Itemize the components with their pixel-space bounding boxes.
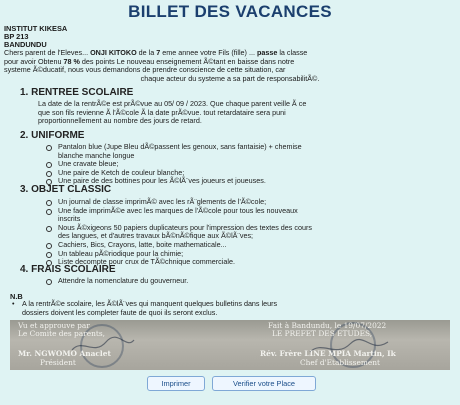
intro-text: systeme Ã©ducatif, nous vous demandons de prendre conscience de cette situation, car [4,65,286,75]
fees-list [46,277,446,286]
institute-name: INSTITUT KIKESA [4,24,68,33]
intro-text: chaque acteur du systeme a sa part de responsabilitÃ©. [140,73,320,83]
list-text: Nous Ã©xigeons 50 papiers duplicateurs pour l'impression des textes des cours [58,222,312,232]
list-item: Une cravate bleue; [46,160,446,169]
section-heading-frais: 4. FRAIS SCOLAIRE [20,264,116,275]
nb-label: N.B [10,292,23,301]
left-signatory-name: Mr. NGWOMO Anaclet [18,349,111,358]
print-button[interactable]: Imprimer [147,376,205,391]
intro-text: Chers parent de l'Eleves... [4,48,91,57]
list-text: Une fade imprimÃ©e avec les marques de l'Ã©cole pour tous les nouveaux [58,205,298,215]
list-item [46,143,446,160]
list-item: Un journal de classe imprimÃ© avec les rÃ¨glements de l'Ã©cole; [46,198,446,207]
nb-line: dossiers doivent les completer faute de quoi ils seront exclus. [22,307,218,317]
intro-text: pour avoir Obtenu [4,56,64,66]
section-heading-objet: 3. OBJET CLASSIC [20,184,112,195]
right-sign-line: LE PREFET DES ETUDES, [272,329,373,338]
list-text: blanche manche longue [58,150,135,160]
paragraph-line: proportionnellement au nombre des jours de retard. [38,116,202,126]
left-signatory-title: Président [40,358,76,367]
rentree-paragraph [38,100,444,126]
right-signatory-title: Chef d'Etablissement [300,358,380,367]
student-grade: 7 [156,48,161,57]
list-item: Un tableau pÃ©riodique pour la chimie; [46,250,446,259]
section-heading-rentree: 1. RENTREE SCOLAIRE [20,87,134,98]
pass-status: passe [256,48,278,57]
institute-city: BANDUNDU [4,40,47,49]
student-name: ONJI KITOKO [90,48,137,57]
intro-text: la classe [277,48,308,57]
list-text: Pantalon blue (Jupe Bleu dÃ©passent les genoux, sans fantaisie) + chemise [58,142,302,151]
list-item: Attendre la nomenclature du gouverneur. [46,277,446,286]
list-item [46,207,446,224]
score-percent: 78 % [63,56,80,66]
uniform-list [46,143,446,186]
left-sign-line: Le Comite des parents, [18,329,105,338]
verify-place-button[interactable]: Verifier votre Place [212,376,316,391]
intro-text: des points Le nouveau enseignement Ã©tant en baisse dans notre [79,56,295,66]
list-item: Une paire de des bottines pour les Ã©lÃ¨ves joueurs et joueuses. [46,177,446,186]
list-item [46,224,446,241]
list-item: Cachiers, Bics, Crayons, latte, boite mathematicale... [46,241,446,250]
signature-block-image [10,320,450,370]
nb-text [12,300,452,317]
paragraph-line: La date de la rentrÃ©e est prÃ©vue au 05/ 09 / 2023. Que chaque parent veille Ã ce [38,99,307,108]
institute-bp: BP 213 [4,32,29,41]
page-title: BILLET DES VACANCES [128,2,332,21]
list-item: Une paire de Ketch de couleur blanche; [46,169,446,178]
list-text: des langues, et d'autres travaux bÃ©nÃ©fique aux Ã©lÃ¨ves; [58,231,254,241]
right-sign-line: Fait à Bandundu, le 19/07/2022 [268,321,387,330]
list-item: Liste decompte pour crux de TÃ©chnique commerciale. [46,258,446,267]
right-signatory-name: Rév. Frère LINE MPIA Martin, Ik [260,349,396,358]
intro-text: eme annee votre Fils (fille) ... [160,48,257,57]
paragraph-line: que son fils revienne Ã l'Ã©cole Ã la date prÃ©vue. tout retardataire sera puni [38,107,286,117]
section-heading-uniforme: 2. UNIFORME [20,130,85,141]
list-text: inscrits [58,214,81,224]
left-sign-line: Vu et approuve par [18,321,90,330]
supplies-list [46,198,446,267]
intro-paragraph [4,49,456,83]
nb-line: • A la rentrÃ©e scolaire, les Ã©lÃ¨ves qui manquent quelques bulletins dans leurs [22,299,278,308]
intro-text: de la [136,48,157,57]
